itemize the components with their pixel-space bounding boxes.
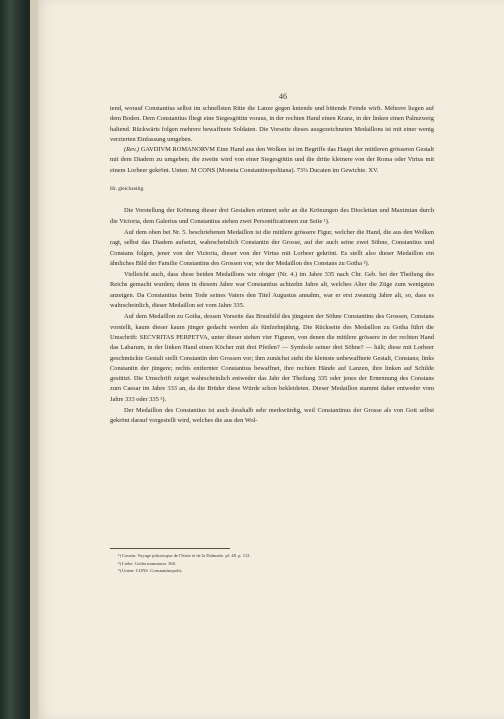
- footnote-rule: [110, 548, 230, 549]
- footnotes: [118, 552, 434, 575]
- reverse-label: (Rev.): [124, 146, 139, 154]
- paragraph-4: Auf dem Medaillon zu Gotha, dessen Vorseite das Brustbild des jüngsten der Söhne Constantins des Grossen, Constans vorstellt, kaum dieser kaum jünger gedacht werden als fünfzehnjährig. Die Rückseite des Medaillon zu Gotha führt die Umschrift: SECVRITAS PERPETVA, unter dieser stehen vier Figuren, von denen die mittlere grössere in der rechten Hand das Labarum, in der linken Hand einen Köcher mit drei Pfeilen? — Symbole seiner drei Söhne? — hält; diese mit Lorbeer geschmückte Gestalt stellt Constantin den Grossen vor; ihm zunächst steht die kleinste unbewaffnete Gestalt, Constans; links Constantin der jüngere; rechts entfernter Constantius bewaffnet, ihre rechten Hände auf Lanzen, ihre linken auf Schilde gestützt. Die Umschrift zeiget wahrscheinlich entweder das Jahr der Theilung 335 oder jenes der Ernennung des Constans zum Caesar im Jahre 333 an, da die Brüder diese Würde schon bekleideten. Dieser Medaillon stammt daher entweder vom Jahre 333 oder 335 ³).: [110, 313, 434, 403]
- page-number: 46: [279, 92, 287, 101]
- paragraph-reverse: [110, 145, 434, 176]
- paragraph-continuation: tend, worauf Constantius selbst im schnellsten Ritte die Lanze gegen kniende und bittende Feinde wirft. Mehrere liegen auf dem Boden. Dem Constantius fliegt eine Siegesgöttin voraus, in der rechten Hand einen Kranz, in der linken einen Palmzweig haltend. Rückwärts folgen mehrere bewaffnete Soldaten. Die Vorseite dieses ausgezeichneten Medaillons ist mit einer wenig verzierten Einfassung umgeben.: [110, 105, 434, 143]
- body-text: [110, 104, 434, 427]
- footnote-3: ³) Unten: CONS. Constantinopolis.: [118, 568, 183, 573]
- footnote-1: ¹) Cousin. Voyage pittoresque de l'Istrie et de la Dalmatie. pl. 48. p. 112.: [118, 553, 251, 558]
- reverse-description: GAVDIVM ROMANORVM Eine Hand aus den Wolken ist im Begriffe das Haupt der mittleren grösseren Gestalt mit dem Diadem zu umgeben; die zweite wird von einer Siegesgöttin und die dritte kleinere von der Roma oder Virtus mit einem Lorbeer gekrönt. Unten: M CONS (Moneta Constantinopolitana). 73⅔ Ducaten im Gewichte. XV.: [110, 146, 434, 174]
- footnote-2: ²) Liebe. Gotha nummaria. 360.: [118, 560, 177, 566]
- paragraph-3: Vielleicht auch, dass diese beiden Medaillons wie obiger (Nr. 4.) im Jahre 335 nach Chr. Geb. bei der Theilung des Reichs gemacht wurden; denn in diesem Jahre war Constantius achtzehn Jahre alt, welches Alter die Züge zum wenigsten anzeigen. Da Constantius beim Tode seines Vaters den Titel Augustus annahm, war er erst zwanzig Jahre alt, so, dass es wahrscheinlich, dieser Medaillon sei vom Jahre 335.: [110, 271, 434, 310]
- side-note: Hr. gleichzeitig.: [110, 186, 145, 193]
- paragraph-2: Auf dem oben bei Nr. 5. beschriebenen Medaillon ist die mittlere grössere Figur, welcher die Hand, die aus den Wolken ragt, selbst das Diadem aufsetzt, wahrscheinlich Constantin der Grosse, auf der auch seine zwei Söhne, Constantius und Constans folgen, jener von der Victoria, dieser von der Virtus mit Lorbeer gekrönt. Es stellt also dieser Medaillon ein ähnliches Bild der Familie Constantins des Grossen vor, wie der Medaillon des Constans zu Gotha ²).: [110, 228, 434, 267]
- paragraph-5: Der Medaillon des Constantius ist auch desshalb sehr merkwürdig, weil Constantinus der Grosse als von Gott selbst gekrönt darauf vorgestellt wird, welches die aus den Wol-: [110, 407, 434, 425]
- page-gutter: [30, 0, 38, 719]
- paragraph-1: Die Vorstellung der Krönung dieser drei Gestalten erinnert sehr an die Krönungen des Diocletian und Maximian durch die Victoria, dem Galerius und Constantius stehen zwei Personificationen zur Seite ¹).: [110, 207, 434, 225]
